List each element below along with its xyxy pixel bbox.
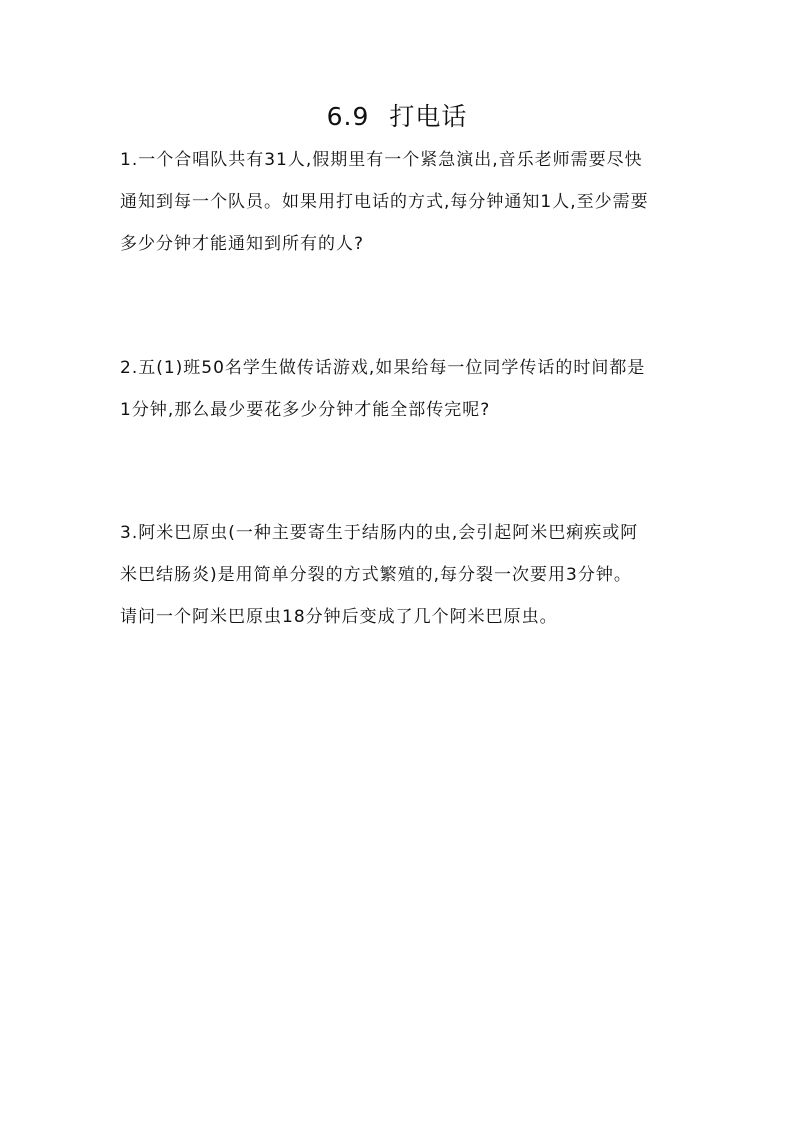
section-number: 6.9 <box>326 102 370 131</box>
problem-2 <box>120 358 700 420</box>
problem-3-line-2: 米巴结肠炎)是用简单分裂的方式繁殖的,每分裂一次要用3分钟。 <box>120 565 632 585</box>
problem-2-line-2: 1分钟,那么最少要花多少分钟才能全部传完呢? <box>120 400 491 420</box>
problem-3 <box>120 523 700 627</box>
problem-3-line-1: 3.阿米巴原虫(一种主要寄生于结肠内的虫,会引起阿米巴痢疾或阿 <box>120 523 639 543</box>
problem-1-line-1: 1.一个合唱队共有31人,假期里有一个紧急演出,音乐老师需要尽快 <box>120 150 643 170</box>
problem-1-line-2: 通知到每一个队员。如果用打电话的方式,每分钟通知1人,至少需要 <box>120 192 649 212</box>
problem-3-line-3: 请问一个阿米巴原虫18分钟后变成了几个阿米巴原虫。 <box>120 607 558 627</box>
page-title <box>0 97 794 137</box>
problem-1-line-3: 多少分钟才能通知到所有的人? <box>120 234 365 254</box>
section-title: 打电话 <box>389 102 468 131</box>
problem-2-line-1: 2.五(1)班50名学生做传话游戏,如果给每一位同学传话的时间都是 <box>120 358 646 378</box>
problem-1 <box>120 150 700 254</box>
